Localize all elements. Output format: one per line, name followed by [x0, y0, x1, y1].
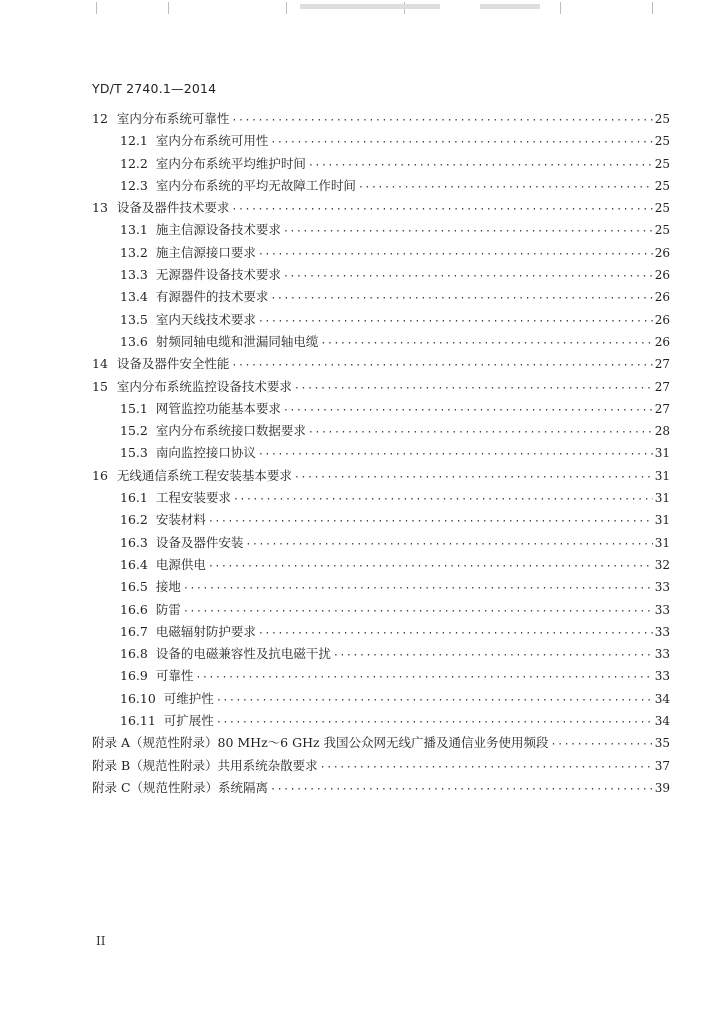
toc-entry[interactable] [92, 353, 670, 375]
toc-entry-title: 设备及器件安装 [155, 534, 244, 550]
dot-leader [270, 288, 652, 310]
table-of-contents [92, 108, 670, 799]
dot-leader [283, 400, 653, 422]
toc-entry-number: 16 [92, 467, 108, 483]
toc-entry-title: 室内分布系统接口数据要求 [155, 423, 306, 439]
toc-entry[interactable] [92, 643, 670, 665]
toc-entry-title: 可维护性 [163, 690, 214, 706]
scan-smear [300, 4, 440, 9]
toc-entry-page: 25 [654, 156, 670, 171]
toc-entry-page: 31 [654, 535, 670, 550]
toc-entry[interactable] [92, 665, 670, 687]
toc-entry-number: 16.9 [120, 668, 148, 684]
toc-entry-number: 16.4 [120, 556, 148, 572]
toc-entry-number: 15 [92, 378, 108, 394]
toc-entry-page: 31 [654, 446, 670, 461]
toc-entry-page: 33 [654, 624, 670, 639]
scan-smear [480, 4, 540, 9]
toc-entry-title: 可扩展性 [163, 713, 214, 729]
toc-entry[interactable] [92, 153, 670, 175]
toc-entry-number: 13.4 [120, 289, 148, 305]
toc-entry-title: 附录 B（规范性附录）共用系统杂散要求 [92, 757, 318, 773]
toc-entry-number: 15.2 [120, 423, 148, 439]
dot-leader [233, 489, 653, 511]
toc-entry-number: 16.2 [120, 512, 148, 528]
toc-entry[interactable] [92, 264, 670, 286]
scan-mark [96, 2, 97, 14]
toc-entry-page: 27 [654, 401, 670, 416]
toc-entry-page: 34 [654, 714, 670, 729]
toc-entry-page: 25 [654, 201, 670, 216]
toc-entry-page: 27 [654, 379, 670, 394]
dot-leader [308, 155, 653, 177]
toc-entry-title: 电磁辐射防护要求 [155, 623, 256, 639]
toc-entry-title: 室内天线技术要求 [155, 311, 256, 327]
toc-entry[interactable] [92, 487, 670, 509]
toc-entry[interactable] [92, 755, 670, 777]
dot-leader [258, 444, 653, 466]
toc-entry-page: 34 [654, 691, 670, 706]
dot-leader [270, 779, 653, 801]
toc-entry-number: 16.7 [120, 623, 148, 639]
toc-entry-page: 31 [654, 468, 670, 483]
dot-leader [231, 199, 652, 221]
toc-entry-number: 16.11 [120, 713, 156, 729]
toc-entry-title: 施主信源接口要求 [155, 244, 256, 260]
toc-entry[interactable] [92, 331, 670, 353]
toc-entry-title: 室内分布系统监控设备技术要求 [116, 378, 292, 394]
dot-leader [358, 177, 653, 199]
toc-entry[interactable] [92, 710, 670, 732]
dot-leader [258, 311, 653, 333]
dot-leader [216, 712, 653, 734]
toc-entry-number: 12.3 [120, 177, 148, 193]
toc-entry[interactable] [92, 108, 670, 130]
toc-entry-page: 31 [654, 513, 670, 528]
toc-entry[interactable] [92, 197, 670, 219]
toc-entry[interactable] [92, 242, 670, 264]
toc-entry-title: 无线通信系统工程安装基本要求 [116, 467, 292, 483]
toc-entry-title: 室内分布系统平均维护时间 [155, 155, 306, 171]
toc-entry-title: 设备及器件技术要求 [116, 200, 230, 216]
dot-leader [320, 757, 653, 779]
dot-leader [245, 534, 652, 556]
dot-leader [258, 244, 653, 266]
toc-entry[interactable] [92, 219, 670, 241]
dot-leader [333, 645, 653, 667]
toc-entry-page: 26 [654, 245, 670, 260]
toc-entry-title: 电源供电 [155, 556, 206, 572]
toc-entry[interactable] [92, 465, 670, 487]
toc-entry[interactable] [92, 376, 670, 398]
toc-entry-title: 安装材料 [155, 512, 206, 528]
scan-artifact-strip [0, 0, 724, 22]
toc-entry-page: 37 [654, 758, 670, 773]
scan-mark [560, 2, 561, 14]
page-number: II [96, 934, 106, 948]
toc-entry-title: 工程安装要求 [155, 490, 231, 506]
toc-entry-title: 设备的电磁兼容性及抗电磁干扰 [155, 646, 331, 662]
toc-entry-page: 25 [654, 178, 670, 193]
toc-entry[interactable] [92, 509, 670, 531]
toc-entry-page: 26 [654, 290, 670, 305]
toc-entry-title: 附录 C（规范性附录）系统隔离 [92, 779, 269, 795]
dot-leader [320, 333, 652, 355]
toc-entry-page: 25 [654, 134, 670, 149]
toc-entry[interactable] [92, 576, 670, 598]
toc-entry-page: 26 [654, 312, 670, 327]
toc-entry-page: 25 [654, 112, 670, 126]
toc-entry-title: 室内分布系统可用性 [155, 133, 269, 149]
toc-entry[interactable] [92, 688, 670, 710]
toc-entry-number: 12.2 [120, 155, 148, 171]
scan-mark [286, 2, 287, 14]
toc-entry-page: 32 [654, 557, 670, 572]
toc-entry-number: 15.1 [120, 400, 148, 416]
toc-entry-title: 无源器件设备技术要求 [155, 267, 281, 283]
toc-entry[interactable] [92, 442, 670, 464]
toc-entry-page: 27 [654, 357, 670, 372]
toc-entry[interactable] [92, 621, 670, 643]
dot-leader [195, 667, 652, 689]
toc-entry-title: 南向监控接口协议 [155, 445, 256, 461]
scan-mark [168, 2, 169, 14]
toc-entry[interactable] [92, 420, 670, 442]
dot-leader [551, 734, 653, 756]
dot-leader [270, 132, 652, 154]
toc-entry-title: 室内分布系统的平均无故障工作时间 [155, 177, 356, 193]
toc-entry-page: 33 [654, 669, 670, 684]
toc-entry-page: 26 [654, 334, 670, 349]
toc-entry-title: 防雷 [155, 601, 181, 617]
toc-entry-number: 13.2 [120, 244, 148, 260]
dot-leader [283, 221, 653, 243]
toc-entry-number: 14 [92, 356, 108, 372]
toc-entry-number: 13.6 [120, 333, 148, 349]
dot-leader [308, 422, 653, 444]
toc-entry-number: 12.1 [120, 133, 148, 149]
dot-leader [283, 266, 653, 288]
dot-leader [231, 110, 652, 132]
toc-entry-title: 有源器件的技术要求 [155, 289, 269, 305]
toc-entry-number: 13.5 [120, 311, 148, 327]
toc-entry-page: 28 [654, 424, 670, 439]
toc-entry-title: 施主信源设备技术要求 [155, 222, 281, 238]
toc-entry[interactable] [92, 554, 670, 576]
toc-entry[interactable] [92, 286, 670, 308]
toc-entry-number: 16.6 [120, 601, 148, 617]
dot-leader [258, 623, 653, 645]
toc-entry-page: 35 [654, 736, 670, 751]
dot-leader [183, 601, 653, 623]
standard-code-header: YD/T 2740.1—2014 [92, 81, 217, 96]
toc-entry-title: 网管监控功能基本要求 [155, 400, 281, 416]
toc-entry-title: 室内分布系统可靠性 [116, 111, 230, 126]
dot-leader [231, 355, 652, 377]
toc-entry-page: 33 [654, 647, 670, 662]
toc-entry[interactable] [92, 309, 670, 331]
scan-mark [652, 2, 653, 14]
toc-entry-page: 26 [654, 268, 670, 283]
toc-entry-page: 25 [654, 223, 670, 238]
toc-entry-title: 设备及器件安全性能 [116, 356, 230, 372]
dot-leader [208, 511, 653, 533]
toc-entry-number: 13 [92, 200, 108, 216]
toc-entry-number: 16.3 [120, 534, 148, 550]
toc-entry-page: 33 [654, 580, 670, 595]
toc-entry-title: 附录 A（规范性附录）80 MHz～6 GHz 我国公众网无线广播及通信业务使用频段 [92, 735, 549, 751]
toc-entry-number: 16.5 [120, 579, 148, 595]
toc-entry[interactable] [92, 599, 670, 621]
toc-entry[interactable] [92, 175, 670, 197]
dot-leader [216, 690, 653, 712]
toc-entry-number: 15.3 [120, 445, 148, 461]
toc-entry[interactable] [92, 732, 670, 754]
toc-entry[interactable] [92, 398, 670, 420]
toc-entry-title: 可靠性 [155, 668, 194, 684]
dot-leader [294, 467, 653, 489]
dot-leader [208, 556, 653, 578]
toc-entry-number: 13.3 [120, 267, 148, 283]
toc-entry[interactable] [92, 777, 670, 799]
toc-entry-page: 31 [654, 491, 670, 506]
toc-entry-number: 16.10 [120, 690, 156, 706]
toc-entry-page: 33 [654, 602, 670, 617]
dot-leader [294, 378, 653, 400]
dot-leader [183, 578, 653, 600]
toc-entry-number: 12 [92, 111, 108, 126]
toc-entry[interactable] [92, 532, 670, 554]
toc-entry-number: 16.8 [120, 646, 148, 662]
toc-entry-number: 13.1 [120, 222, 148, 238]
toc-entry-page: 39 [654, 780, 670, 795]
toc-entry-title: 接地 [155, 579, 181, 595]
toc-entry-title: 射频同轴电缆和泄漏同轴电缆 [155, 333, 319, 349]
toc-entry[interactable] [92, 130, 670, 152]
toc-entry-number: 16.1 [120, 490, 148, 506]
